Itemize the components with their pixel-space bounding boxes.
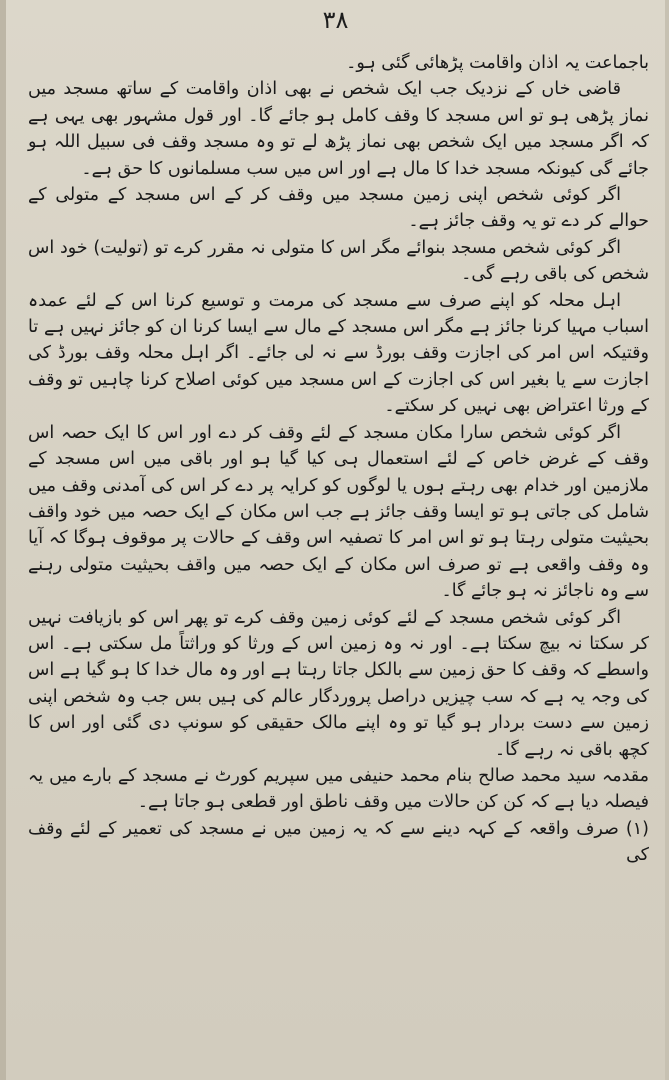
paragraph-2: قاضی خاں کے نزدیک جب ایک شخص نے بھی اذان واقامت کے ساتھ مسجد میں نماز پڑھی ہو تو اس مسجد کا وقف کامل ہو جائے گا۔ اور قول مشہور بھی یہی ہے کہ اگر مسجد میں ایک شخص بھی نماز پڑھ لے تو وہ مسجد وقف فی سبیل اللہ ہو جائے گی کیونکہ مسجد خدا کا مال ہے اور اس میں سب مسلمانوں کا حق ہے۔ [28, 79, 649, 179]
paragraph-4: اگر کوئی شخص مسجد بنوائے مگر اس کا متولی نہ مقرر کرے تو (تولیت) خود اس شخص کی باقی رہے گی۔ [28, 237, 649, 285]
paragraph-6: اگر کوئی شخص سارا مکان مسجد کے لئے وقف کر دے اور اس کا ایک حصہ اس وقف کے غرض خاص کے لئے استعمال ہی کیا گیا ہو اور باقی میں اس مسجد کے ملازمین اور خدام بھی رہتے ہوں یا لوگوں کو کرایہ پر دے کر اس کی آمدنی وقف میں شامل کی جاتی ہو تو ایسا وقف جائز ہے جب اس مکان کے ایک حصہ میں خود واقف بحیثیت متولی رہتا ہو تو اس امر کا تصفیہ اس وقف کے حالات پر موقوف ہوگا کہ آیا وہ وقف واقعی ہے تو صرف اس مکان کے ایک حصہ میں واقف بحیثیت متولی رہنے سے وہ ناجائز نہ ہو جائے گا۔ [28, 422, 649, 602]
paragraph-3: اگر کوئی شخص اپنی زمین مسجد میں وقف کر کے اس مسجد کے متولی کے حوالے کر دے تو یہ وقف جائز ہے۔ [28, 185, 649, 232]
paragraph-7: اگر کوئی شخص مسجد کے لئے کوئی زمین وقف کرے تو پھر اس کو بازیافت نہیں کر سکتا نہ بیچ سکتا ہے۔ اور نہ وہ زمین اس کے ورثا کو وراثتاً مل سکتی ہے۔ اس واسطے کہ وقف کا حق زمین سے بالکل جاتا رہتا ہے اور وہ مال خدا کا ہو گیا ہے اس کی وجہ یہ ہے کہ سب چیزیں دراصل پروردگار عالم کی ہیں بس جب وہ شخص اپنی زمین سے دست بردار ہو گیا تو وہ اپنے مالک حقیقی کو سونپ دی گئی اور اس کا کچھ باقی نہ رہے گا۔ [28, 607, 649, 760]
page-number: ٣٨ [322, 6, 349, 34]
paragraph-1: باجماعت یہ اذان واقامت پڑھائی گئی ہو۔ [346, 53, 649, 73]
page-body-text [28, 50, 649, 869]
paragraph-5: اہل محلہ کو اپنے صرف سے مسجد کی مرمت و توسیع کرنا اس کے لئے عمدہ اسباب مہیا کرنا جائز ہے مگر اس مسجد کے مال سے ایسا کرنا ان کو جائز نہیں ہے تا وقتیکہ اس امر کی اجازت وقف بورڈ سے نہ لی جائے۔ اگر اہل محلہ وقف بورڈ کی اجازت سے یا بغیر اس کی اجازت کے اس مسجد میں کوئی اصلاح کرنا چاہیں تو وقف کے ورثا اعتراض بھی نہیں کر سکتے۔ [28, 290, 649, 417]
paragraph-9: (۱) صرف واقعہ کے کہہ دینے سے کہ یہ زمین میں نے مسجد کی تعمیر کے لئے وقف کی [28, 818, 649, 866]
paragraph-8: مقدمہ سید محمد صالح بنام محمد حنیفی میں سپریم کورٹ نے مسجد کے بارے میں یہ فیصلہ دیا ہے کہ کن کن حالات میں وقف ناطق اور قطعی ہو جاتا ہے۔ [28, 765, 649, 813]
